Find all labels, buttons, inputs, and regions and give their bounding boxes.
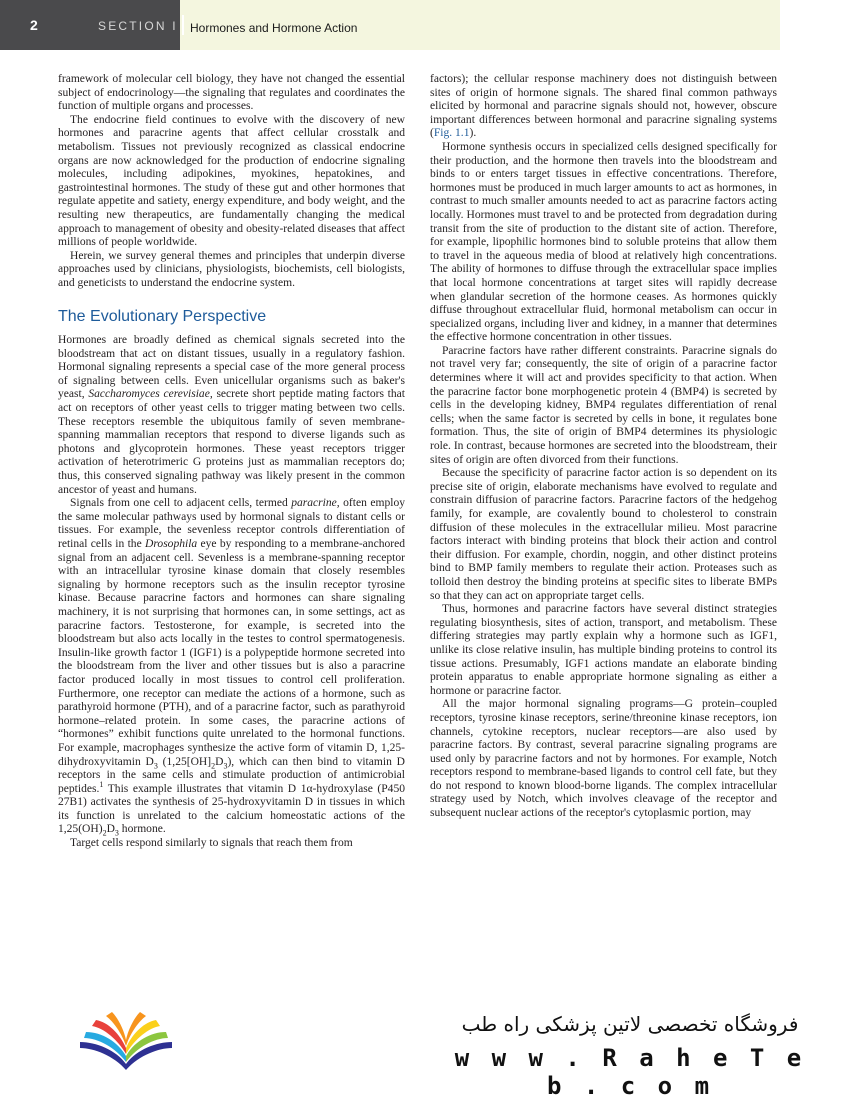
- watermark-store-name: فروشگاه تخصصی لاتین پزشکی راه طب: [461, 1012, 799, 1036]
- figure-link[interactable]: Fig. 1.1: [433, 127, 470, 140]
- chapter-title: Hormones and Hormone Action: [190, 21, 358, 35]
- section-label: SECTION I: [98, 19, 178, 33]
- header-divider: [182, 15, 184, 35]
- paragraph: Paracrine factors have rather different constraints. Paracrine signals do not travel very far; consequently, the site of origin of a paracrine factor determines where it will act and provides specificity to that action. When the paracrine factor bone morphogenetic protein 4 (BMP4) is secreted by cells in the developing kidney, BMP4 regulates differentiation of renal cells; when the same factor is secreted by cells in bone, it regulates bone formation. Thus, the site of origin of BMP4 determines its physiologic role. In contrast, because hormones are secreted into the bloodstream, their sites of origin are often divorced from their functions.: [430, 344, 777, 466]
- paragraph: Target cells respond similarly to signals that reach them from: [70, 837, 353, 850]
- paragraph: Herein, we survey general themes and principles that underpin diverse approaches used by clinicians, physiologists, biochemists, cell biologists, and geneticists to understand the endocrine system.: [58, 249, 405, 289]
- paragraph: Thus, hormones and paracrine factors have several distinct strategies regulating biosynthesis, sites of action, transport, and metabolism. These differing strategies may partly explain why a hormone such as IGF1, unlike its close relative insulin, has multiple binding proteins to control its tissue actions. Presumably, IGF1 actions mandate an elaborate binding protein apparatus to enable appropriate hormone signaling as either a hormone or paracrine factor.: [430, 603, 777, 697]
- paragraph: Because the specificity of paracrine factor action is so dependent on its precise site of origin, elaborate mechanisms have evolved to regulate and constrain diffusion of paracrine factors. Paracrine factors of the hedgehog family, for example, are covalently bound to cholesterol to constrain diffusion of these molecules in the extracellular milieu. Most paracrine factors interact with binding proteins that block their action and control their diffusion. For example, chordin, noggin, and other distinct proteins bind to BMP family members to regulate their action. Proteases such as tolloid then destroy the binding proteins at specific sites to liberate BMPs so that they can act on appropriate target cells.: [430, 467, 777, 602]
- paragraph: The endocrine field continues to evolve with the discovery of new hormones and paracrine agents that affect cellular crosstalk and metabolism. Tissues not previously recognized as classical endocrine organs are now acknowledged for the production of endocrine signaling molecules, including adipokines, myokines, hepatokines, and gastrointestinal hormones. The study of these gut and other hormones that regulate appetite and satiety, energy expenditure, and body weight, and the resulting new therapeutics, are fundamentally changing the medical approach to management of obesity and obesity-related diseases that affect millions of people worldwide.: [58, 113, 405, 249]
- right-column: [430, 73, 777, 821]
- paragraph: Signals from one cell to adjacent cells, termed paracrine, often employ the same molecular pathways used by hormonal signals to distant cells or tissues. For example, the sevenless receptor controls differentiation of retinal cells in the Drosophila eye by responding to a membrane-anchored signal from an adjacent cell. Sevenless is a membrane-spanning receptor with an intracellular tyrosine kinase domain that closely resembles signaling by hormone receptors such as the insulin receptor tyrosine kinase. Because paracrine factors and hormones can share signaling machinery, it is not surprising that hormones can, in some settings, act as paracrine factors. Testosterone, for example, is secreted into the bloodstream but also acts locally in the testes to control spermatogenesis. Insulin-like growth factor 1 (IGF1) is a polypeptide hormone secreted into the bloodstream from the liver and other tissues but is also a paracrine factor produced locally in most tissues to control cell proliferation. Furthermore, one receptor can mediate the actions of a hormone, such as parathyroid hormone (PTH), and of a paracrine factor, such as parathyroid hormone–related protein. In some cases, the paracrine actions of “hormones” exhibit functions quite unrelated to the hormonal functions. For example, macrophages synthesize the active form of vitamin D, 1,25-dihydroxyvitamin $D_3$ $(1,25[OH]_2D_3)$, which can then bind to vitamin D receptors in the same cells and stimulate production of antimicrobial peptides.$^1$ This example illustrates that vitamin D 1α-hydroxylase (P450 27B1) activates the synthesis of 25-hydroxyvitamin D in tissues in which its function is unrelated to the calcium homeostatic actions of the $1,25(OH)_2D_3$ hormone.: [58, 497, 405, 838]
- section-heading: The Evolutionary Perspective: [58, 307, 267, 325]
- citation-ref[interactable]: 1: [99, 779, 104, 789]
- paragraph: All the major hormonal signaling programs—G protein–coupled receptors, tyrosine kinase receptors, serine/threonine kinase receptors, ion channels, cytokine receptors, nuclear receptors—are also used by paracrine factors. By contrast, several paracrine signaling programs are used only by paracrine factors and not by hormones. For example, Notch receptors respond to membrane-based ligands to control cell fate, but they do not respond to known blood-borne ligands. The complex intracellular strategy used by Notch, which involves cleavage of the receptor and subsequent nuclear actions of the receptor's cytoplasmic portion, may: [430, 698, 777, 820]
- paragraph: factors); the cellular response machinery does not distinguish between sites of origin of hormone signals. The shared final common pathways elicited by hormonal and paracrine signals should not, however, obscure important differences between hormonal and paracrine signaling systems (Fig. 1.1).: [430, 73, 777, 140]
- left-column: [58, 73, 405, 851]
- paragraph: Hormone synthesis occurs in specialized cells designed specifically for their production, and the hormone then travels into the bloodstream and binds to or enters target tissues in effective concentrations. Therefore, hormones must be produced in much larger amounts to act as hormones, in contrast to much smaller amounts needed to act as paracrine factors acting locally. Hormones must travel to and be protected from degradation during transit from the site of production to the distant site of action. Therefore, for example, lipophilic hormones bind to soluble proteins that allow them to travel in the aqueous media of blood at relatively high concentrations. The ability of hormones to diffuse through the extracellular space implies that local hormone concentrations at target sites will rapidly decrease when glandular secretion of the hormone ceases. As hormones quickly diffuse throughout extracellular fluid, hormonal metabolism can occur in specialized organs, including liver and kidney, in a manner that determines the effective hormone concentration in other tissues.: [430, 140, 777, 344]
- paragraph: framework of molecular cell biology, they have not changed the essential subject of endocrinology—the signaling that regulates and coordinates the function of multiple organs and processes.: [58, 73, 405, 113]
- page-number: 2: [30, 17, 38, 33]
- paragraph: Hormones are broadly defined as chemical signals secreted into the bloodstream that act on distant tissues, usually in a regulatory fashion. Hormonal signaling represents a special case of the more general process of signaling between cells. Even unicellular organisms such as baker's yeast, Saccharomyces cerevisiae, secrete short peptide mating factors that act on receptors of other yeast cells to trigger mating between two cells. These receptors resemble the ubiquitous family of seven membrane-spanning mammalian receptors that respond to diverse ligands such as photons and glycoprotein hormones. These yeast receptors trigger activation of heterotrimeric G proteins just as mammalian receptors do; thus, this conserved signaling pathway was likely present in the common ancestor of yeast and humans.: [58, 334, 405, 496]
- page-fade: [0, 955, 844, 995]
- watermark-url[interactable]: w w w . R a h e T e b . c o m: [454, 1044, 806, 1100]
- book-logo-icon: [76, 1008, 176, 1074]
